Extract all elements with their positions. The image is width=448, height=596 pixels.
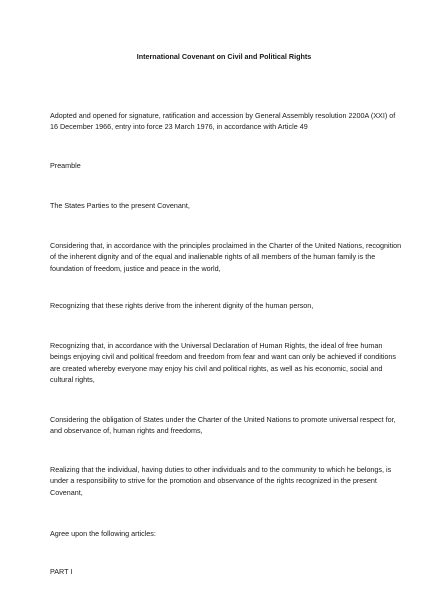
part-heading: PART I [50, 567, 73, 576]
realizing-paragraph: Realizing that the individual, having duties to other individuals and to the community to which he belongs, is under a responsibility to strive for the promotion and observance of the rights recognized in the present Covenant, [50, 465, 392, 497]
preamble-heading: Preamble [50, 161, 81, 170]
recognizing-paragraph-2: Recognizing that, in accordance with the Universal Declaration of Human Rights, the ideal of free human beings enjoying civil and political freedom and freedom from fear and want can only be achieved if conditions are created whereby everyone may enjoy his civil and political rights, as well as his economic, social and cultural rights, [50, 341, 397, 385]
agree-paragraph: Agree upon the following articles: [50, 529, 156, 538]
considering-paragraph-2: Considering the obligation of States under the Charter of the United Nations to promote universal respect for, and observance of, human rights and freedoms, [50, 415, 396, 436]
recognizing-paragraph-1: Recognizing that these rights derive from the inherent dignity of the human person, [50, 301, 314, 310]
parties-paragraph: The States Parties to the present Covenant, [50, 201, 190, 210]
adoption-paragraph: Adopted and opened for signature, ratification and accession by General Assembly resolution 2200A (XXI) of 16 December 1966, entry into force 23 March 1976, in accordance with Article 49 [50, 111, 396, 132]
considering-paragraph-1: Considering that, in accordance with the principles proclaimed in the Charter of the United Nations, recognition of the inherent dignity and of the equal and inalienable rights of all members of the human family is the foundation of freedom, justice and peace in the world, [50, 241, 402, 273]
document-title: International Covenant on Civil and Political Rights [136, 52, 312, 61]
